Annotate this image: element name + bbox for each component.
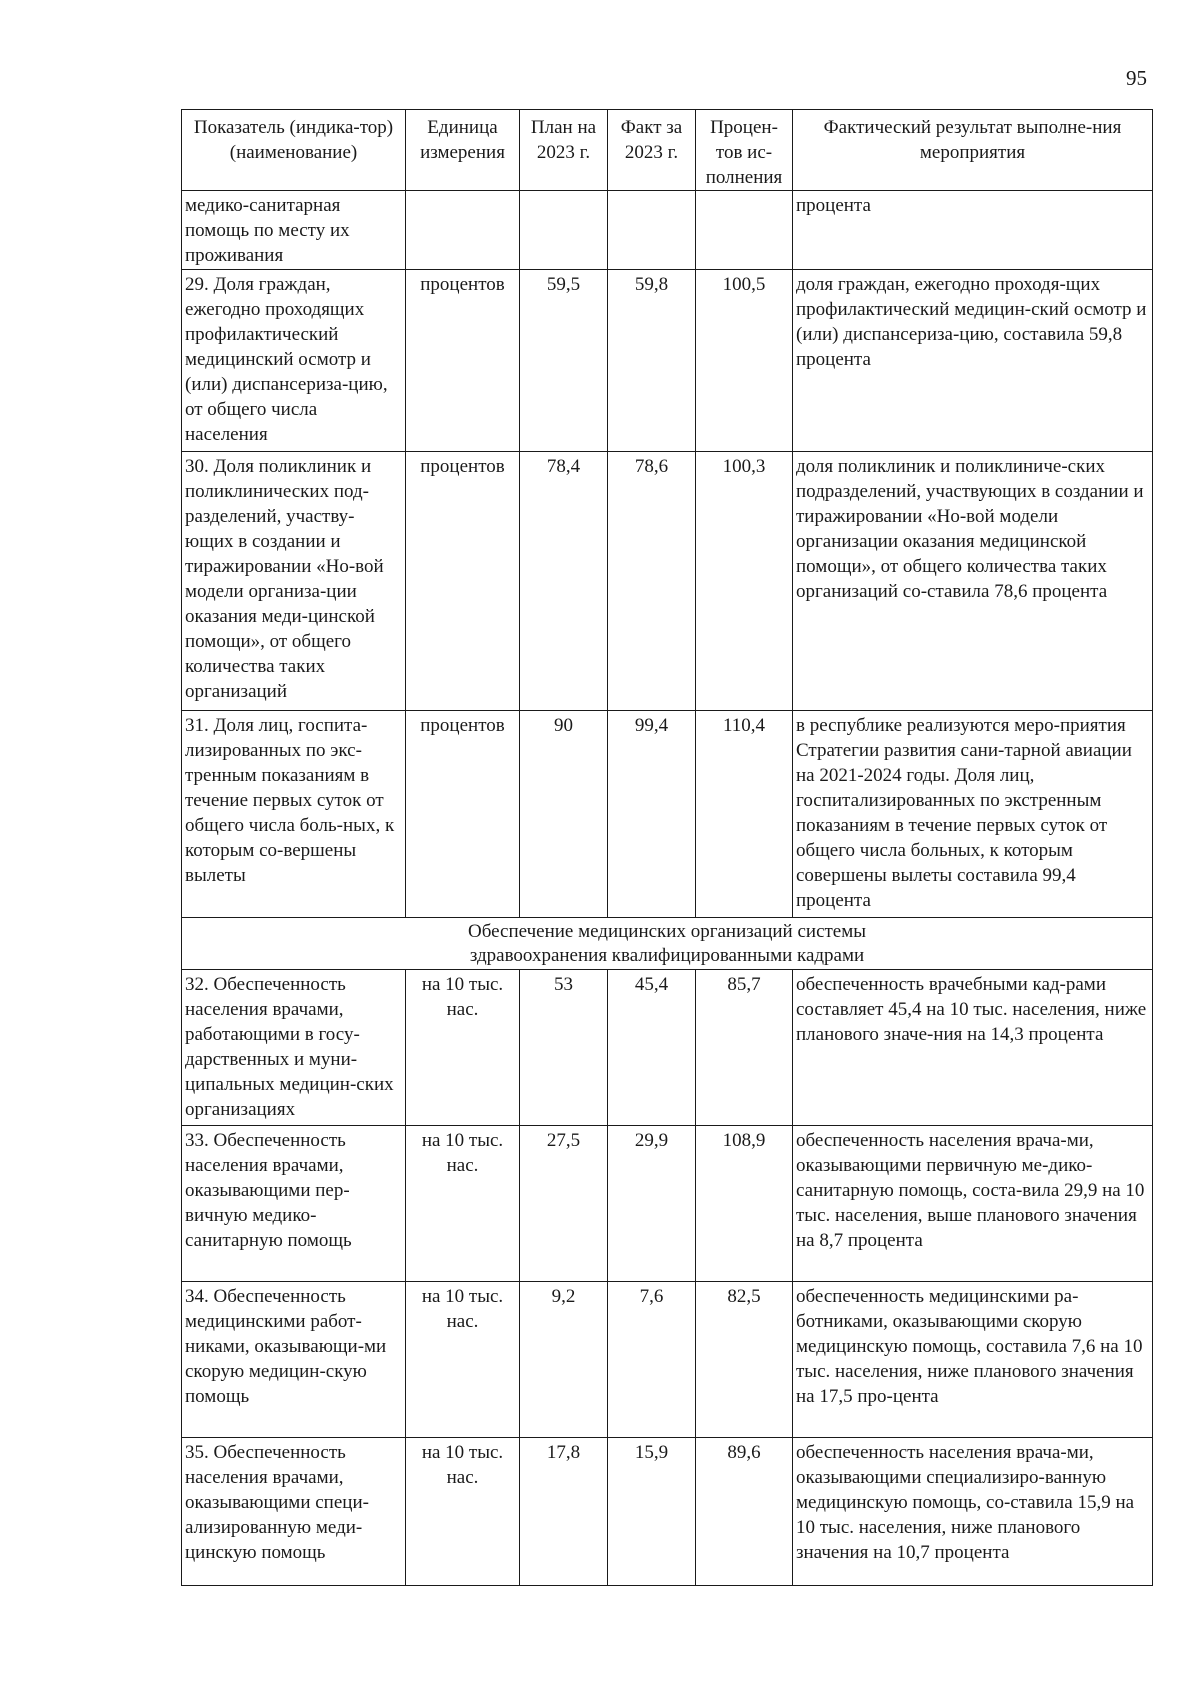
unit-cell: [406, 191, 520, 270]
result-cell: обеспеченность врачебными кад-рами составляет 45,4 на 10 тыс. населения, ниже планового значе-ния на 14,3 процента: [793, 970, 1153, 1126]
indicator-cell: 29. Доля граждан, ежегодно проходящих профилактический медицинский осмотр и (или) диспансериза-цию, от общего числа населения: [182, 270, 406, 452]
fact-cell: 29,9: [608, 1126, 696, 1282]
percent-cell: 100,3: [696, 452, 793, 711]
fact-cell: 59,8: [608, 270, 696, 452]
percent-cell: 89,6: [696, 1438, 793, 1586]
table-row: [182, 1126, 1153, 1282]
plan-cell: 53: [520, 970, 608, 1126]
percent-cell: 110,4: [696, 711, 793, 918]
table-row: [182, 1282, 1153, 1438]
fact-cell: 99,4: [608, 711, 696, 918]
table-row: [182, 711, 1153, 918]
unit-cell: процентов: [406, 711, 520, 918]
fact-cell: 78,6: [608, 452, 696, 711]
percent-cell: 85,7: [696, 970, 793, 1126]
section-heading: [182, 918, 1153, 970]
percent-cell: [696, 191, 793, 270]
result-cell: доля граждан, ежегодно проходя-щих профилактический медицин-ский осмотр и (или) диспансериза-цию, составила 59,8 процента: [793, 270, 1153, 452]
page-number: 95: [1126, 66, 1147, 90]
plan-cell: 9,2: [520, 1282, 608, 1438]
table-header-row: [182, 110, 1153, 191]
plan-cell: 27,5: [520, 1126, 608, 1282]
result-cell: процента: [793, 191, 1153, 270]
indicator-cell: 32. Обеспеченность населения врачами, работающими в госу-дарственных и муни-ципальных медицин-ских организациях: [182, 970, 406, 1126]
percent-cell: 108,9: [696, 1126, 793, 1282]
plan-cell: 78,4: [520, 452, 608, 711]
percent-cell: 100,5: [696, 270, 793, 452]
table-row: [182, 270, 1153, 452]
table-row: [182, 1438, 1153, 1586]
fact-cell: 15,9: [608, 1438, 696, 1586]
fact-cell: [608, 191, 696, 270]
unit-cell: на 10 тыс. нас.: [406, 1438, 520, 1586]
percent-cell: 82,5: [696, 1282, 793, 1438]
result-cell: в республике реализуются меро-приятия Стратегии развития сани-тарной авиации на 2021-2024 годы. Доля лиц, госпитализированных по экстренным показаниям в течение первых суток от общего числа больных, к которым совершены вылеты составила 99,4 процента: [793, 711, 1153, 918]
header-indicator: Показатель (индика-тор) (наименование): [182, 110, 406, 191]
indicator-cell: 33. Обеспеченность населения врачами, оказывающими пер-вичную медико-санитарную помощь: [182, 1126, 406, 1282]
header-result: Фактический результат выполне-ния мероприятия: [793, 110, 1153, 191]
unit-cell: процентов: [406, 270, 520, 452]
table-row: [182, 970, 1153, 1126]
indicator-cell: 31. Доля лиц, госпита-лизированных по экс-тренным показаниям в течение первых суток от общего числа боль-ных, к которым со-вершены вылеты: [182, 711, 406, 918]
plan-cell: 59,5: [520, 270, 608, 452]
unit-cell: на 10 тыс. нас.: [406, 1126, 520, 1282]
fact-cell: 45,4: [608, 970, 696, 1126]
indicators-table: [181, 109, 1153, 1586]
indicator-cell: 35. Обеспеченность населения врачами, оказывающими специ-ализированную меди-цинскую помощь: [182, 1438, 406, 1586]
section-heading-line-1: Обеспечение медицинских организаций системы: [467, 921, 867, 942]
plan-cell: 17,8: [520, 1438, 608, 1586]
result-cell: обеспеченность медицинскими ра-ботниками, оказывающими скорую медицинскую помощь, составила 7,6 на 10 тыс. населения, ниже планового значения на 17,5 про-цента: [793, 1282, 1153, 1438]
result-cell: обеспеченность населения врача-ми, оказывающими специализиро-ванную медицинскую помощь, со-ставила 15,9 на 10 тыс. населения, ниже планового значения на 10,7 процента: [793, 1438, 1153, 1586]
header-plan: План на 2023 г.: [520, 110, 608, 191]
header-fact: Факт за 2023 г.: [608, 110, 696, 191]
section-heading-line-2: здравоохранения квалифицированными кадрами: [469, 945, 865, 966]
result-cell: обеспеченность населения врача-ми, оказывающими первичную ме-дико-санитарную помощь, соста-вила 29,9 на 10 тыс. населения, выше планового значения на 8,7 процента: [793, 1126, 1153, 1282]
indicator-cell: 34. Обеспеченность медицинскими работ-никами, оказывающи-ми скорую медицин-скую помощь: [182, 1282, 406, 1438]
header-percent: Процен-тов ис-полнения: [696, 110, 793, 191]
unit-cell: на 10 тыс. нас.: [406, 970, 520, 1126]
result-cell: доля поликлиник и поликлиниче-ских подразделений, участвующих в создании и тиражировании «Но-вой модели организации оказания медицинской помощи», от общего количества таких организаций со-ставила 78,6 процента: [793, 452, 1153, 711]
indicator-cell: медико-санитарная помощь по месту их проживания: [182, 191, 406, 270]
unit-cell: процентов: [406, 452, 520, 711]
unit-cell: на 10 тыс. нас.: [406, 1282, 520, 1438]
plan-cell: 90: [520, 711, 608, 918]
plan-cell: [520, 191, 608, 270]
indicator-cell: 30. Доля поликлиник и поликлинических под-разделений, участву-ющих в создании и тиражировании «Но-вой модели организа-ции оказания меди-цинской помощи», от общего количества таких организаций: [182, 452, 406, 711]
table-row: [182, 452, 1153, 711]
section-heading-row: [182, 918, 1153, 970]
fact-cell: 7,6: [608, 1282, 696, 1438]
table-row: [182, 191, 1153, 270]
header-unit: Единица измерения: [406, 110, 520, 191]
